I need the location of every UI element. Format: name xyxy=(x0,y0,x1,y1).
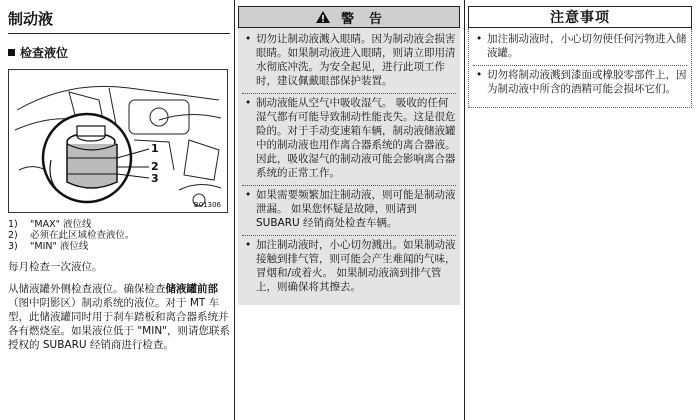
section-title: 制动液 xyxy=(8,8,230,34)
caution-item: • 加注制动液时，小心切勿使任何污物进入储液罐。 xyxy=(473,32,687,66)
middle-column xyxy=(238,0,460,420)
callout-2: 2 xyxy=(151,160,159,173)
left-column xyxy=(8,0,230,420)
legend-item: 1) "MAX" 液位线 xyxy=(8,219,92,230)
square-bullet-icon xyxy=(8,49,15,56)
column-divider xyxy=(234,0,235,420)
caution-item: • 切勿将制动液溅到漆面或橡胶零部件上，因为制动液中所含的酒精可能会损坏它们。 xyxy=(473,68,687,101)
sub-heading xyxy=(8,44,230,61)
warning-item: • 制动液能从空气中吸收湿气。 吸收的任何湿气都有可能导致制动性能丧失。这是很危险的。对于手动变速箱车辆，制动液储液罐中的制动液也用作离合器系统的离合器液。因此，吸收湿气的制动液可能会影响离合器系统的正常工作。 xyxy=(242,96,456,186)
warning-item: • 加注制动液时，小心切勿溅出。如果制动液接触到排气管，则可能会产生难闻的气味，冒烟和/或着火。 如果制动液滴到排气管上，则确保将其擦去。 xyxy=(242,238,456,299)
right-column xyxy=(468,0,692,420)
warning-title: 警 告 xyxy=(340,11,383,27)
body-paragraph: 从储液罐外侧检查液位。确保检查储液罐前部（图中阴影区）制动系统的液位。对于 MT 车型，此储液罐同时用于刹车踏板和离合器系统并各有燃烧室。如果液位低于 "MIN"，则请您联系授权的 SUBARU 经销商进行检查。 xyxy=(8,283,231,351)
column-divider xyxy=(464,0,465,420)
callout-1: 1 xyxy=(151,142,159,155)
callout-3: 3 xyxy=(151,172,159,185)
warning-header xyxy=(238,6,460,28)
caution-body xyxy=(468,28,692,108)
legend-item: 2) 必须在此区域检查液位。 xyxy=(8,230,135,241)
warning-item: • 切勿让制动液溅入眼睛。因为制动液会损害眼睛。如果制动液进入眼睛，则请立即用清水彻底冲洗。为安全起见，进行此项工作时，建议佩戴眼部保护装置。 xyxy=(242,32,456,94)
engine-bay-drawing xyxy=(9,70,227,212)
figure-code: B01306 xyxy=(193,201,221,209)
sub-heading-label: 检查液位 xyxy=(20,46,69,60)
caution-header xyxy=(468,6,692,28)
legend-item: 3) "MIN" 液位线 xyxy=(8,241,89,252)
warning-item: • 如果需要频繁加注制动液，则可能是制动液泄漏。 如果您怀疑是故障，则请到 SUBARU 经销商处检查车辆。 xyxy=(242,188,456,236)
caution-title: 注意事项 xyxy=(550,10,610,26)
reservoir-illustration xyxy=(8,69,228,213)
monthly-check-text: 每月检查一次液位。 xyxy=(8,261,103,273)
emphasis-text: 储液罐前部 xyxy=(165,283,218,295)
figure-legend xyxy=(8,219,230,252)
warning-body xyxy=(238,28,460,305)
warning-triangle-icon xyxy=(315,10,331,24)
